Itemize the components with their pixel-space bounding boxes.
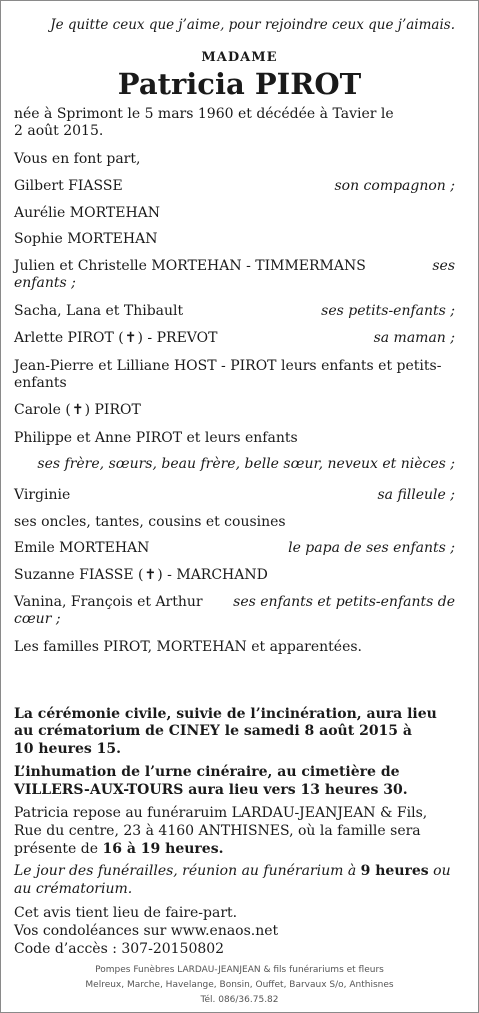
epigraph-quote: Je quitte ceux que j’aime, pour rejoindre ceux que j’aimais. <box>50 17 455 33</box>
family-row: Les familles PIROT, MORTEHAN et apparentées. <box>14 639 363 655</box>
footer-phone: Tél. 086/36.75.82 <box>200 995 279 1005</box>
deceased-name: Patricia PIROT <box>117 67 362 101</box>
family-name: Julien et Christelle MORTEHAN - TIMMERMANS <box>14 258 366 274</box>
family-name: Sacha, Lana et Thibault <box>14 303 184 319</box>
family-relation: ses enfants et petits-enfants de <box>233 594 455 610</box>
inhumation-text: VILLERS-AUX-TOURS aura lieu vers 13 heures 30. <box>14 782 408 798</box>
rest-text: présente de 16 à 19 heures. <box>14 841 224 857</box>
ceremony-text: au crématorium de CINEY le samedi 8 août 2015 à <box>14 723 412 739</box>
family-row <box>14 487 455 504</box>
inhumation-text: L’inhumation de l’urne cinéraire, au cimetière de <box>14 764 400 780</box>
cross-icon: ✝ <box>124 330 137 346</box>
family-relation: ses petits-enfants ; <box>321 303 455 319</box>
rest-text: Patricia repose au funéraruim LARDAU-JEANJEAN & Fils, <box>14 805 428 821</box>
family-row: Jean-Pierre et Lilliane HOST - PIROT leurs enfants et petits- <box>14 358 442 374</box>
family-relation: sa maman ; <box>373 330 455 346</box>
family-name: Vanina, François et Arthur <box>14 594 203 610</box>
footer-line: Pompes Funèbres LARDAU-JEANJEAN & fils funérariums et fleurs <box>95 965 384 975</box>
family-name: Arlette PIROT (✝) - PREVOT <box>14 330 218 346</box>
reunion-text: Le jour des funérailles, réunion au funérarium à 9 heures ou <box>14 863 451 879</box>
family-relation: ses frère, sœurs, beau frère, belle sœur, neveux et nièces ; <box>37 456 455 472</box>
family-row: Carole (✝) PIROT <box>14 402 141 418</box>
title-madame: MADAME <box>201 50 278 65</box>
ceremony-text: La cérémonie civile, suivie de l’incinération, aura lieu <box>14 706 437 722</box>
funeral-home-footer <box>1 963 478 1008</box>
family-row <box>14 330 455 347</box>
family-name: Emile MORTEHAN <box>14 540 150 556</box>
notice-text: Cet avis tient lieu de faire-part. <box>14 905 238 921</box>
family-row <box>14 258 455 275</box>
family-row <box>14 205 455 222</box>
cross-icon: ✝ <box>144 567 157 583</box>
family-row <box>14 303 455 320</box>
family-relation-cont: enfants ; <box>14 275 76 291</box>
family-relation: le papa de ses enfants ; <box>288 540 455 556</box>
family-relation: sa filleule ; <box>377 487 455 503</box>
family-row: Philippe et Anne PIROT et leurs enfants <box>14 430 298 446</box>
family-row-cont: enfants <box>14 375 67 391</box>
family-row <box>14 540 455 557</box>
condolences-text: Vos condoléances sur www.enaos.net <box>14 923 279 939</box>
family-row <box>14 178 455 195</box>
family-name: Gilbert FIASSE <box>14 178 123 194</box>
birth-line: née à Sprimont le 5 mars 1960 et décédée à Tavier le <box>14 106 394 122</box>
family-name: Sophie MORTEHAN <box>14 231 158 247</box>
family-row: Suzanne FIASSE (✝) - MARCHAND <box>14 567 268 583</box>
intro-text: Vous en font part, <box>14 151 141 167</box>
cross-icon: ✝ <box>71 402 84 418</box>
ceremony-text: 10 heures 15. <box>14 741 122 757</box>
family-relation: son compagnon ; <box>334 178 455 194</box>
family-row <box>14 594 455 611</box>
family-row: ses oncles, tantes, cousins et cousines <box>14 514 286 530</box>
family-relation: ses <box>432 258 455 274</box>
access-code: Code d’accès : 307-20150802 <box>14 941 225 957</box>
family-name: Virginie <box>14 487 71 503</box>
footer-line: Melreux, Marche, Havelange, Bonsin, Ouffet, Barvaux S/o, Anthisnes <box>85 980 394 990</box>
family-row <box>14 231 455 248</box>
reunion-text: au crématorium. <box>14 881 133 897</box>
family-relation-cont: cœur ; <box>14 611 61 627</box>
family-name: Aurélie MORTEHAN <box>14 205 161 221</box>
rest-text: Rue du centre, 23 à 4160 ANTHISNES, où la famille sera <box>14 823 421 839</box>
birth-line: 2 août 2015. <box>14 123 104 139</box>
